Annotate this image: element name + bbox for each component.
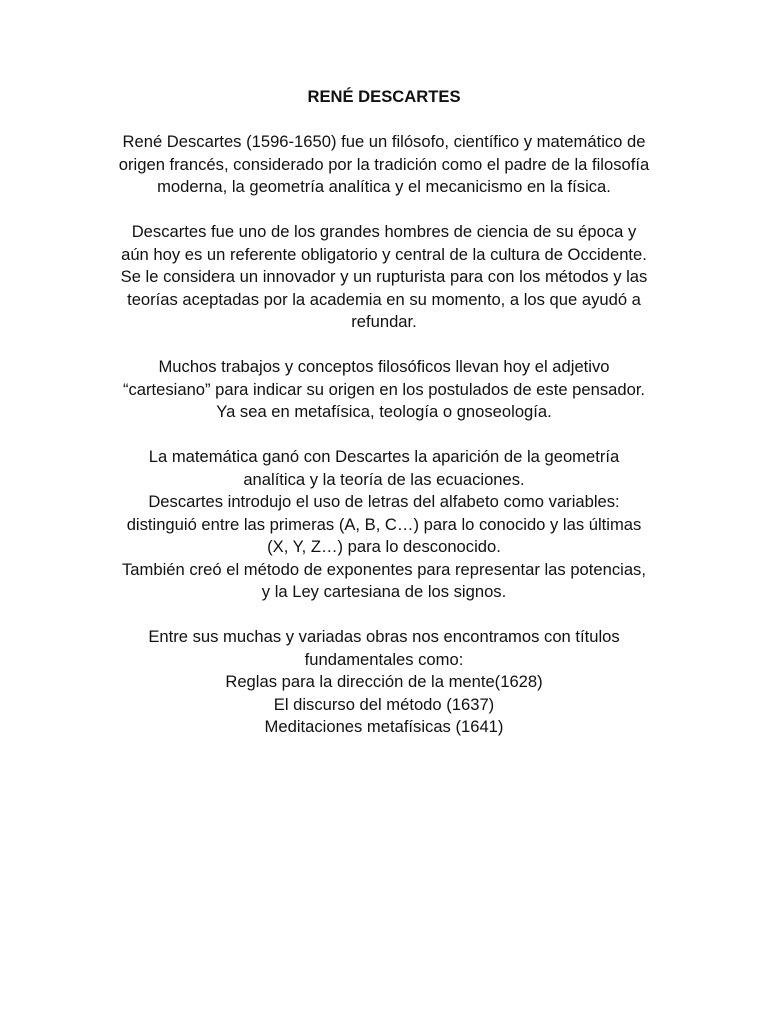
paragraph-line: Descartes introdujo el uso de letras del alfabeto como variables: — [148, 492, 620, 511]
paragraph-line: teorías aceptadas por la academia en su momento, a los que ayudó a — [127, 289, 641, 309]
paragraph-mathematics — [84, 446, 684, 604]
paragraph-line: Ya sea en metafísica, teología o gnoseología. — [216, 402, 552, 421]
document-body — [84, 86, 684, 739]
document-title: RENÉ DESCARTES — [307, 87, 461, 106]
paragraph-line: moderna, la geometría analítica y el mecanicismo en la física. — [157, 177, 611, 196]
paragraph-line: refundar. — [351, 312, 417, 331]
paragraph-cartesian — [84, 356, 684, 424]
work-title: Reglas para la dirección de la mente(1628) — [225, 672, 543, 691]
paragraph-intro — [84, 131, 684, 199]
paragraph-line: fundamentales como: — [304, 649, 464, 669]
paragraph-line: aún hoy es un referente obligatorio y central de la cultura de Occidente. — [121, 244, 647, 264]
paragraph-line: Se le considera un innovador y un rupturista para con los métodos y las — [120, 267, 648, 286]
paragraph-line: La matemática ganó con Descartes la aparición de la geometría — [148, 447, 620, 466]
paragraph-works — [84, 626, 684, 739]
paragraph-line: (X, Y, Z…) para lo desconocido. — [267, 537, 501, 556]
paragraph-line: Descartes fue uno de los grandes hombres de ciencia de su época y — [131, 222, 637, 241]
paragraph-line: Muchos trabajos y conceptos filosóficos llevan hoy el adjetivo — [158, 357, 610, 376]
paragraph-science — [84, 221, 684, 334]
paragraph-line: También creó el método de exponentes para representar las potencias, — [122, 559, 646, 579]
paragraph-line: y la Ley cartesiana de los signos. — [261, 582, 507, 601]
paragraph-line: René Descartes (1596-1650) fue un filósofo, científico y matemático de — [122, 132, 646, 151]
paragraph-line: origen francés, considerado por la tradición como el padre de la filosofía — [118, 154, 650, 174]
paragraph-line: “cartesiano” para indicar su origen en los postulados de este pensador. — [122, 379, 646, 399]
paragraph-line: Entre sus muchas y variadas obras nos encontramos con títulos — [148, 627, 620, 646]
paragraph-line: distinguió entre las primeras (A, B, C…) para lo conocido y las últimas — [126, 514, 642, 534]
work-title: El discurso del método (1637) — [273, 694, 495, 714]
work-title: Meditaciones metafísicas (1641) — [264, 717, 504, 736]
paragraph-line: analítica y la teoría de las ecuaciones. — [243, 469, 525, 489]
